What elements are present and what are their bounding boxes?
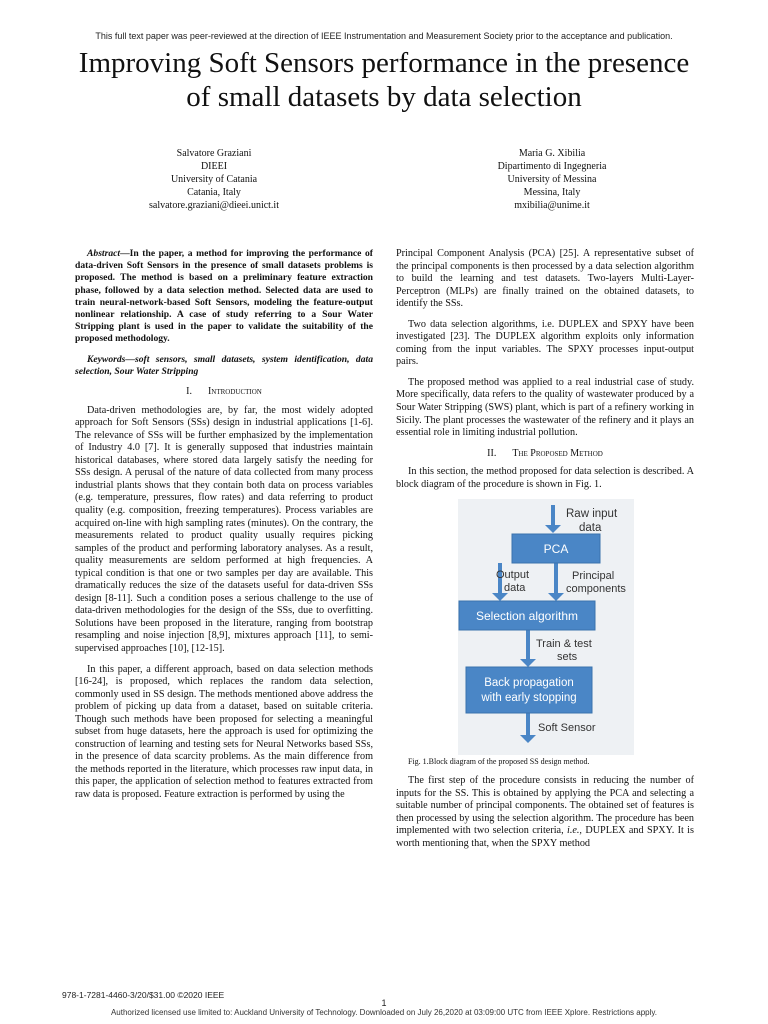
paper-title [30, 46, 738, 114]
title-line-2: of small datasets by data selection [186, 81, 582, 113]
section-number: I. [186, 386, 192, 398]
label-output-data: data [504, 582, 526, 595]
section-heading-introduction [75, 386, 373, 399]
p5-ie: i.e., [566, 825, 582, 837]
author-block-1 [84, 147, 344, 212]
block-diagram-svg [396, 499, 694, 755]
section-title: Introduction [207, 386, 262, 398]
right-paragraph-5 [396, 775, 694, 850]
author-name: Maria G. Xibilia [518, 148, 586, 159]
page-number: 1 [381, 998, 387, 1008]
author-block-2 [422, 147, 682, 212]
keywords: Keywords—soft sensors, small datasets, system identification, data selection, Sour Water Stripping [75, 353, 373, 377]
title-line-1: Improving Soft Sensors performance in the presence [78, 47, 690, 79]
label-sets: sets [557, 651, 578, 664]
author-univ: University of Catania [170, 174, 258, 185]
abstract-text: —In the paper, a method for improving the performance of data-driven Soft Sensors in the presence of small datasets problems is proposed. The method is based on a preliminary feature extraction phase, followed by a data selection method. Selected data are used to train neural-network-based Soft Sensors, modeling the feature-output nonlinear relationship. A case of study referring to a Sour Water Stripping plant is used in the paper to validate the suitability of the proposed methodology. [75, 248, 373, 345]
section-heading-proposed-method [396, 448, 694, 461]
label-raw-input: Raw input [566, 508, 618, 521]
label-principal: Principal [572, 570, 615, 583]
label-train-test: Train & test [536, 638, 592, 651]
abstract [75, 248, 373, 346]
label-components: components [566, 583, 626, 596]
author-email[interactable]: salvatore.graziani@dieei.unict.it [149, 200, 279, 211]
section-title: The Proposed Method [512, 447, 603, 459]
author-name: Salvatore Graziani [176, 148, 252, 159]
author-dept: DIEEI [200, 161, 228, 172]
selection-algorithm-label: Selection algorithm [475, 609, 579, 624]
backprop-label-1: Back propagation [484, 677, 574, 690]
right-paragraph-4: In this section, the method proposed for data selection is described. A block diagram of the procedure is shown in Fig. 1. [396, 466, 694, 490]
right-paragraph-3: The proposed method was applied to a real industrial case of study. More specifically, data refers to the quality of wastewater produced by a Sour Water Stripping (SWS) plant, which is part of a refinery working in Sicily. The plant processes the wastewater of the refinery and it plays an essential role in limiting industrial pollution. [396, 376, 694, 439]
intro-paragraph-2: In this paper, a different approach, based on data selection methods [16-24], is proposed, which replaces the random data selection, commonly used in SS design. The methods mentioned above address the problem of picking up data from a dataset, based on suitable criteria. Though such methods have been proposed for selecting a meaningful subset from huge datasets, here the approach is used for optimizing the construction of learning and testing sets for Neural Networks based SSs, in the presence of data scarcity problems. As the main difference from the methods reported in the literature, which processes raw input data, in this paper, the application of selection method to features extracted from raw data is proposed. Feature extraction is performed by using the [75, 663, 373, 800]
intro-paragraph-1: Data-driven methodologies are, by far, the most widely adopted approach for Soft Sensors (SSs) design in industrial applications [1-6]. The relevance of SSs will be further emphasized by the implementation of Industry 4.0 [7]. It is generally supposed that industries maintain historical databases, where stored data largely satisfy the needing for SSs design. A perusal of the nature of data collected from many process industrial plants shows that they contain both data on process variables (e.g. temperature, pressures, flow rates) and data referring to product quality (e.g. composition, freezing temperatures). Process variables are acquired on-line with high sampling rates (minutes). On the contrary, the measurements related to product quality usually requires picking samples of the product and performing laboratory analyses. As a result, quality measurements are seldom performed at high frequencies. A typical condition is that one or two samples per day are available. This dramatically reduces the size of the datasets useful for data-driven SSs design [8-11]. Such a condition poses a serious challenge to the use of data-driven methodologies for the design of the SSs, due to overfitting. Solutions have been proposed in the literature, ranging from bootstrap resampling and noise injection [8,9], mixtures approach [11], to semi-supervised approaches [10], [12-15]. [75, 404, 373, 654]
abstract-label: Abstract [87, 248, 121, 259]
peer-review-notice: This full text paper was peer-reviewed at the direction of IEEE Instrumentation and Measurement Society prior to the acceptance and publication. [95, 31, 673, 41]
author-dept: Dipartimento di Ingegneria [497, 161, 607, 172]
label-output: Output [496, 569, 530, 582]
author-univ: University of Messina [507, 174, 597, 185]
p5-text-b: DUPLEX and SPXY. It is worth mentioning that, when the SPXY method [396, 825, 694, 850]
right-paragraph-1: Principal Component Analysis (PCA) [25]. A representative subset of the principal components is then processed by a data selection algorithm to build the learning and test datasets. Two-layers Multi-Layer-Perceptron (MLPs) are finally trained on the obtained datasets, to identify the SSs. [396, 248, 694, 310]
backpropagation-box [466, 667, 592, 713]
p5-text-a: The first step of the procedure consists in reducing the number of inputs for the SS. This is obtained by applying the PCA and selecting a suitable number of principal components. The obtained set of features is then processed by using the selection algorithm. The procedure has been implemented with two selection criteria, [396, 775, 694, 837]
author-city: Catania, Italy [187, 187, 241, 198]
right-paragraph-2: Two data selection algorithms, i.e. DUPLEX and SPXY have been investigated [23]. The DUPLEX algorithm exploits only information coming from the input variables. The SPXY processes input-output pairs. [396, 318, 694, 368]
footer-isbn: 978-1-7281-4460-3/20/$31.00 ©2020 IEEE [62, 990, 225, 1000]
figure-1-block-diagram [396, 499, 694, 755]
footer-license: Authorized licensed use limited to: Auckland University of Technology. Downloaded on July 26,2020 at 03:09:00 UTC from IEEE Xplore. Restrictions apply. [110, 1008, 658, 1017]
author-city: Messina, Italy [523, 187, 581, 198]
label-soft-sensor: Soft Sensor [538, 722, 596, 735]
section-number: II. [487, 447, 497, 459]
label-raw-input-data: data [579, 522, 602, 535]
figure-1-caption: Fig. 1.Block diagram of the proposed SS design method. [408, 757, 590, 767]
backprop-label-2: with early stopping [481, 692, 577, 705]
pca-label: PCA [543, 542, 569, 557]
right-column [396, 248, 694, 859]
author-email[interactable]: mxibilia@unime.it [514, 200, 590, 211]
left-column [75, 248, 373, 810]
